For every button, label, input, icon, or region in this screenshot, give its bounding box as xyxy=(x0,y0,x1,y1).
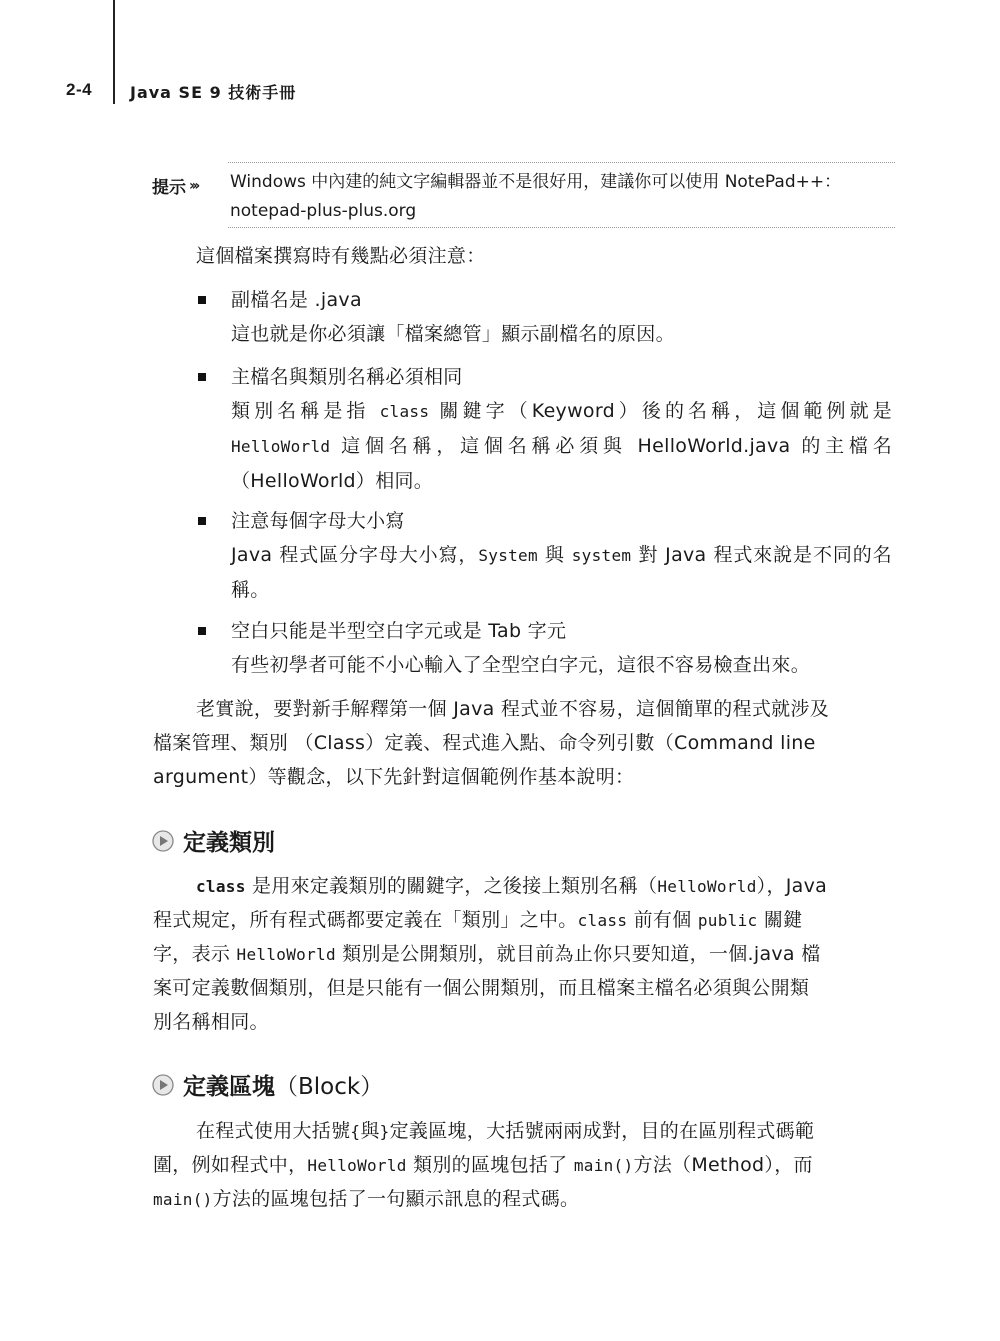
code-helloworld: HelloWorld xyxy=(236,945,336,964)
code-close-brace: } xyxy=(379,1122,390,1141)
section-1-line-5: 別名稱相同。 xyxy=(153,1011,269,1033)
section-2-heading xyxy=(152,1068,383,1101)
bullet-square-icon xyxy=(198,517,206,525)
paragraph-1-line-1: 老實說，要對新手解釋第一個 Java 程式並不容易，這個簡單的程式就涉及 xyxy=(196,698,830,720)
bullet-4-desc: 有些初學者可能不小心輸入了全型空白字元，這很不容易檢查出來。 xyxy=(231,654,811,676)
section-1-line-4: 案可定義數個類別，但是只能有一個公開類別，而且檔案主檔名必須與公開類 xyxy=(153,977,810,999)
section-2-line-1 xyxy=(196,1114,814,1149)
tip-top-rule xyxy=(228,162,895,163)
code-class-bold: class xyxy=(196,877,246,896)
intro-text: 這個檔案撰寫時有幾點必須注意： xyxy=(196,245,486,267)
bullet-3-desc-text: 同的名稱。 xyxy=(231,544,892,601)
code-system-upper: System xyxy=(478,546,538,565)
code-class: class xyxy=(577,911,628,930)
bullet-2-desc xyxy=(231,394,892,498)
section-2-line-3 xyxy=(153,1182,579,1217)
code-main: main() xyxy=(573,1156,634,1175)
code-main: main() xyxy=(153,1190,213,1209)
bullet-2-desc-text: （HelloWorld）相同。 xyxy=(231,470,434,492)
paragraph-1-line-2: 檔案管理、類別 （Class）定義、程式進入點、命令列引數（Command line xyxy=(153,732,816,754)
tip-bottom-rule xyxy=(228,227,895,228)
section-2-text: 圍，例如程式中， xyxy=(153,1154,308,1176)
play-circle-icon xyxy=(152,1074,174,1096)
header-vertical-rule xyxy=(113,0,115,104)
bullet-square-icon xyxy=(198,627,206,635)
section-1-line-2 xyxy=(153,903,802,938)
section-1-text: 前有個 xyxy=(633,909,692,931)
code-helloworld: HelloWorld xyxy=(231,437,331,456)
code-open-brace: { xyxy=(350,1122,361,1141)
bullet-2-desc-text: 關鍵字（Keyword）後的名稱，這個範例就是 xyxy=(439,400,892,422)
section-2-heading-latin: （Block） xyxy=(275,1074,384,1100)
page-number: 2-4 xyxy=(66,80,93,99)
bullet-2-desc-text: 類別名稱是指 xyxy=(231,400,370,422)
section-2-heading-text: 定義區塊 xyxy=(183,1073,275,1100)
section-2-text: 在程式使用大括號 xyxy=(196,1120,351,1142)
bullet-1-title: 副檔名是 .java xyxy=(231,289,362,311)
bullet-3-desc-text: 與 xyxy=(544,544,565,566)
code-class-keyword: class xyxy=(379,402,430,421)
section-2-text: 類別的區塊包括了 xyxy=(413,1154,568,1176)
section-1-line-1 xyxy=(196,869,827,904)
tip-label-text: 提示 xyxy=(152,178,186,198)
section-2-line-2 xyxy=(153,1148,813,1183)
bullet-3-title: 注意每個字母大小寫 xyxy=(231,510,405,532)
bullet-square-icon xyxy=(198,373,206,381)
tip-label xyxy=(152,173,197,198)
section-1-text: 類別是公開類別，就目前為止你只要知道，一個.java 檔 xyxy=(342,943,821,965)
code-helloworld: HelloWorld xyxy=(657,877,757,896)
code-public: public xyxy=(697,911,758,930)
book-title: Java SE 9 技術手冊 xyxy=(130,83,297,102)
section-1-heading-text: 定義類別 xyxy=(183,829,275,856)
section-1-line-3 xyxy=(153,937,821,972)
bullet-3-desc-text: Java 程式區分字母大小寫， xyxy=(231,544,479,566)
bullet-3-desc-text: 對 Java 程式來說是不 xyxy=(638,544,833,566)
section-2-text: 定義區塊，大括號兩兩成對，目的在區別程式碼範 xyxy=(389,1120,815,1142)
bullet-4-title: 空白只能是半型空白字元或是 Tab 字元 xyxy=(231,620,567,642)
code-helloworld: HelloWorld xyxy=(307,1156,407,1175)
section-1-text: 程式規定，所有程式碼都要定義在「類別」之中。 xyxy=(153,909,578,931)
tip-line-1: Windows 中內建的純文字編輯器並不是很好用，建議你可以使用 NotePad++： xyxy=(230,172,842,192)
bullet-2-desc-text: 這個名稱，這個名稱必須與 HelloWorld.java 的主檔名 xyxy=(341,435,893,457)
bullet-3-desc xyxy=(231,538,892,607)
code-system-lower: system xyxy=(571,546,632,565)
tip-arrows-icon: ››› xyxy=(189,177,198,194)
tip-text xyxy=(230,168,895,226)
section-2-text: 方法的區塊包括了一句顯示訊息的程式碼。 xyxy=(212,1188,580,1210)
bullet-2-title: 主檔名與類別名稱必須相同 xyxy=(231,366,463,388)
section-1-text: 字，表示 xyxy=(153,943,231,965)
section-2-text: 方法（Method），而 xyxy=(633,1154,813,1176)
section-1-text: 關鍵 xyxy=(763,909,803,931)
bullet-square-icon xyxy=(198,296,206,304)
section-1-heading xyxy=(152,824,275,857)
tip-line-2: notepad-plus-plus.org xyxy=(230,201,417,221)
play-circle-icon xyxy=(152,830,174,852)
section-2-text: 與 xyxy=(360,1120,380,1142)
section-1-text: ），Java xyxy=(756,875,828,897)
bullet-1-desc: 這也就是你必須讓「檔案總管」顯示副檔名的原因。 xyxy=(231,323,675,345)
paragraph-1-line-3: argument）等觀念，以下先針對這個範例作基本說明： xyxy=(153,766,635,788)
section-1-text: 是用來定義類別的關鍵字，之後接上類別名稱（ xyxy=(252,875,658,897)
